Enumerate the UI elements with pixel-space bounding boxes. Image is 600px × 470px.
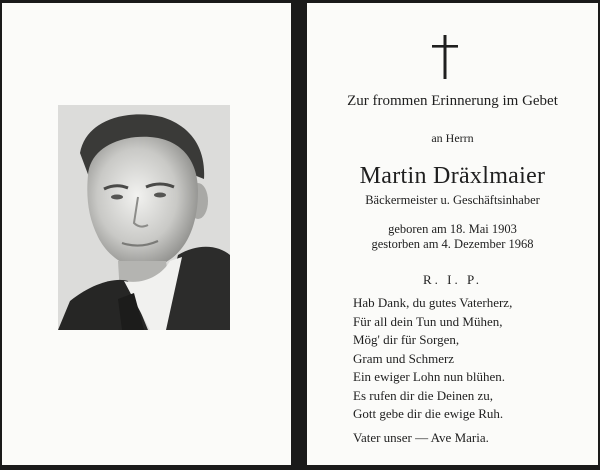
death-date-line: gestorben am 4. Dezember 1968 <box>371 237 534 251</box>
verse-line: Gram und Schmerz <box>353 350 455 366</box>
deceased-name: Martin Dräxlmaier <box>359 163 546 189</box>
portrait-image <box>58 105 230 330</box>
portrait-photo <box>58 105 230 330</box>
dedication-line: Zur frommen Erinnerung im Gebet <box>347 93 558 109</box>
addressee-line: an Herrn <box>431 131 474 145</box>
rip-line: R. I. P. <box>422 272 483 287</box>
verse-line: Ein ewiger Lohn nun blühen. <box>353 369 505 384</box>
profession-line: Bäckermeister u. Geschäftsinhaber <box>365 193 540 207</box>
memorial-card-text-side <box>307 3 598 465</box>
memorial-verse <box>353 294 512 424</box>
verse-line: Es rufen dir die Deinen zu, <box>353 387 494 403</box>
latin-cross-icon <box>432 35 458 79</box>
birth-date-line: geboren am 18. Mai 1903 <box>388 222 517 236</box>
memorial-card-photo-side <box>2 3 291 465</box>
verse-line: Für all dein Tun und Mühen, <box>353 313 503 329</box>
verse-line: Mög' dir für Sorgen, <box>353 332 460 347</box>
verse-line: Hab Dank, du gutes Vaterherz, <box>353 295 513 310</box>
verse-line: Gott gebe dir die ewige Ruh. <box>353 406 504 421</box>
closing-prayer-line: Vater unser — Ave Maria. <box>353 430 489 445</box>
